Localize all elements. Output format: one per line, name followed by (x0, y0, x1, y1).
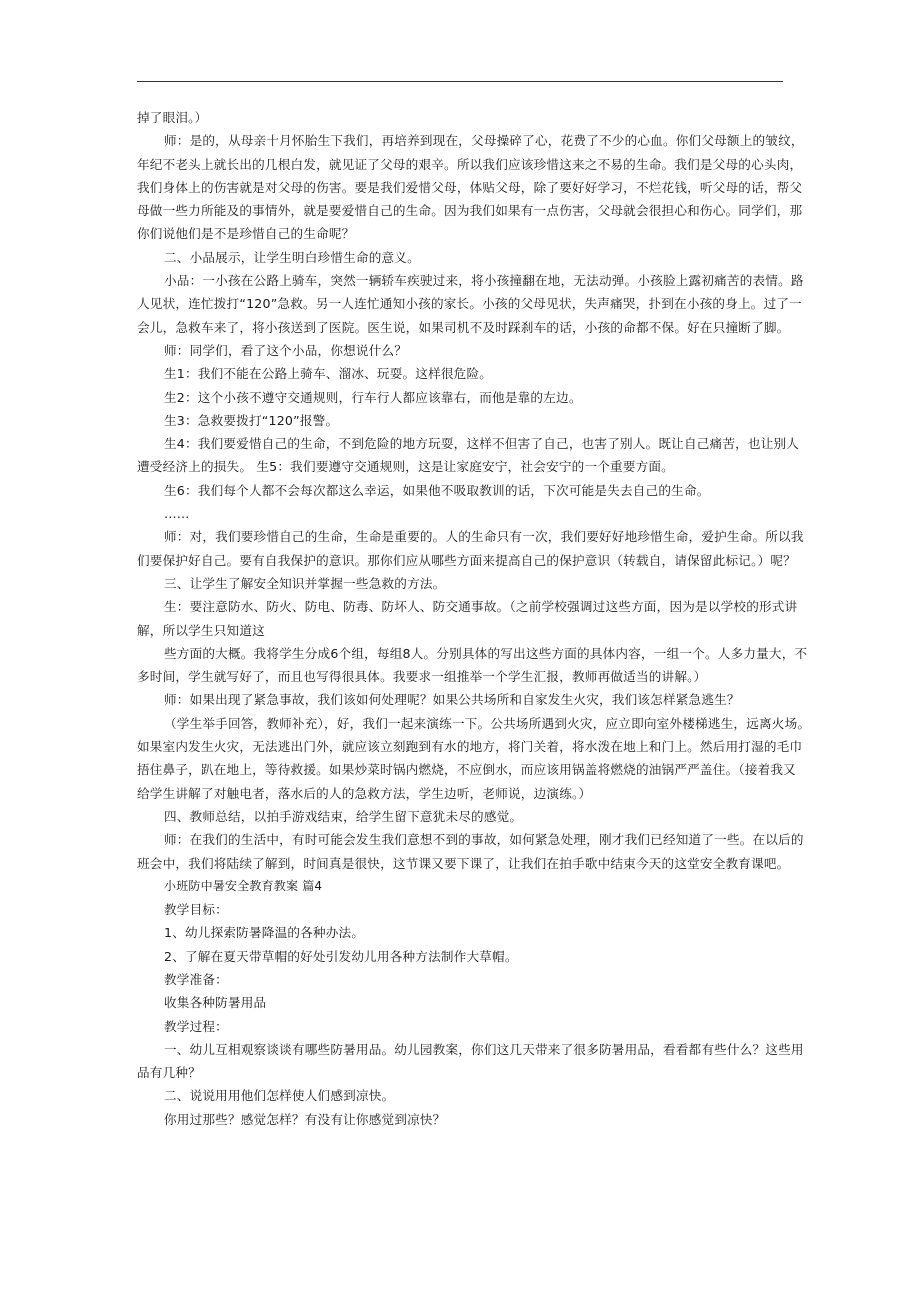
text-line: 二、说说用用他们怎样使人们感到凉快。 (164, 1088, 395, 1104)
text-line: 师：在我们的生活中，有时可能会发生我们意想不到的事故，如何紧急处理，刚才我们已经知道了一些。在以后的 (164, 832, 804, 848)
text-line: 母做一些力所能及的事情外，就是要爱惜自己的生命。因为我们如果有一点伤害，父母就会很担心和伤心。同学们，那 (137, 203, 803, 219)
text-line: 你们说他们是不是珍惜自己的生命呢？ (137, 226, 355, 242)
text-line: 你用过那些？感觉怎样？有没有让你感觉到凉快？ (164, 1111, 446, 1127)
text-line: 生6：我们每个人都不会每次都这么幸运，如果他不吸取教训的话，下次可能是失去自己的生命。 (164, 482, 710, 498)
text-line: 一、幼儿互相观察谈谈有哪些防暑用品。幼儿园教案，你们这几天带来了很多防暑用品，看看都有些什么？这些用 (164, 1041, 804, 1057)
text-line: 生3：急救要拨打“120”报警。 (164, 412, 339, 428)
text-line: 班会中，我们将陆续了解到，时间真是很快，这节课又要下课了，让我们在拍手歌中结束今天的这堂安全教育课吧。 (137, 855, 790, 871)
text-line: 年纪不老头上就长出的几根白发，就见证了父母的艰辛。所以我们应该珍惜这来之不易的生命。我们是父母的心头肉， (137, 156, 803, 172)
text-line: 人见状，连忙拨打“120”急救。另一人连忙通知小孩的家长。小孩的父母见状，失声痛哭，扑到在小孩的身上。过了一 (137, 296, 802, 312)
text-line: 生：要注意防水、防火、防电、防毒、防坏人、防交通事故。（之前学校强调过这些方面，因为是以学校的形式讲 (164, 599, 798, 615)
text-line: 2、了解在夏天带草帽的好处引发幼儿用各种方法制作大草帽。 (164, 948, 518, 964)
text-line: 些方面的大概。我将学生分成6个组，每组8人。分别具体的写出这些方面的具体内容，一组一个。人多力量大，不 (164, 645, 808, 661)
text-line: 生4：我们要爱惜自己的生命，不到危险的地方玩耍，这样不但害了自己，也害了别人。既让自己痛苦，也让别人 (164, 436, 800, 452)
text-line: 掉了眼泪。） (137, 110, 208, 125)
text-line: 三、让学生了解安全知识并掌握一些急救的方法。 (164, 575, 446, 591)
text-line: 小品：一小孩在公路上骑车，突然一辆轿车疾驶过来，将小孩撞翻在地，无法动弹。小孩脸上露初痛苦的表情。路 (164, 273, 804, 289)
section-heading: 小班防中暑安全教育教案 篇4 (164, 878, 323, 893)
text-line: 四、教师总结，以拍手游戏结束，给学生留下意犹未尽的感觉。 (164, 808, 523, 824)
header-rule (137, 81, 783, 82)
text-line: 师：同学们，看了这个小品，你想说什么？ (164, 342, 408, 358)
text-line: 多时间，学生就写好了，而且也写得很具体。我要求一组推举一个学生汇报，教师再做适当的讲解。） (137, 669, 707, 685)
text-line: 解，所以学生只知道这 (137, 622, 265, 638)
text-line: 遭受经济上的损失。 生5：我们要遵守交通规则，这是让家庭安宁，社会安宁的一个重要方面。 (137, 459, 674, 475)
text-line: 师：对，我们要珍惜自己的生命，生命是重要的。人的生命只有一次，我们要好好地珍惜生命，爱护生命。所以我 (164, 529, 804, 545)
document-body (137, 106, 811, 1131)
text-line: 二、小品展示，让学生明白珍惜生命的意义。 (164, 249, 420, 265)
text-line: 给学生讲解了对触电者，落水后的人的急救方法，学生边听，老师说，边演练。） (137, 785, 592, 801)
text-line: 师：如果出现了紧急事故，我们该如何处理呢？如果公共场所和自家发生火灾，我们该怎样紧急逃生？ (164, 692, 740, 708)
text-line: （学生举手回答，教师补充），好，我们一起来演练一下。公共场所遇到火灾，应立即向室外楼梯逃生，远离火场。 (164, 715, 811, 731)
text-line: 教学过程： (164, 1018, 228, 1034)
text-line: 生2：这个小孩不遵守交通规则，行车行人都应该靠右，而他是靠的左边。 (164, 389, 582, 405)
text-line: 收集各种防暑用品 (164, 995, 267, 1011)
text-line: 教学目标： (164, 902, 228, 918)
text-line: 教学准备： (164, 971, 228, 987)
text-line: 会儿，急救车来了，将小孩送到了医院。医生说，如果司机不及时踩刹车的话，小孩的命都不保。好在只撞断了脚。 (137, 319, 790, 335)
text-line: 师：是的，从母亲十月怀胎生下我们，再培养到现在，父母操碎了心，花费了不少的心血。你们父母额上的皱纹， (164, 133, 804, 149)
text-line: …… (164, 506, 190, 522)
text-line: 1、幼儿探索防暑降温的各种办法。 (164, 925, 365, 941)
text-line: 我们身体上的伤害就是对父母的伤害。要是我们爱惜父母，体贴父母，除了要好好学习，不烂花钱，听父母的话，帮父 (137, 179, 803, 195)
text-line: 品有几种？ (137, 1065, 201, 1081)
text-line: 生1：我们不能在公路上骑车、溜冰、玩耍。这样很危险。 (164, 366, 493, 382)
text-line: 们要保护好自己。要有自我保护的意识。那你们应从哪些方面来提高自己的保护意识（转载自，请保留此标记。）呢？ (137, 552, 796, 568)
text-line: 如果室内发生火灾，无法逃出门外，就应该立刻跑到有水的地方，将门关着，将水泼在地上和门上。然后用打湿的毛巾 (137, 739, 803, 755)
text-line: 捂住鼻子，趴在地上，等待救援。如果炒菜时锅内燃烧，不应倒水，而应该用锅盖将燃烧的油锅严严盖住。（接着我又 (137, 762, 796, 778)
